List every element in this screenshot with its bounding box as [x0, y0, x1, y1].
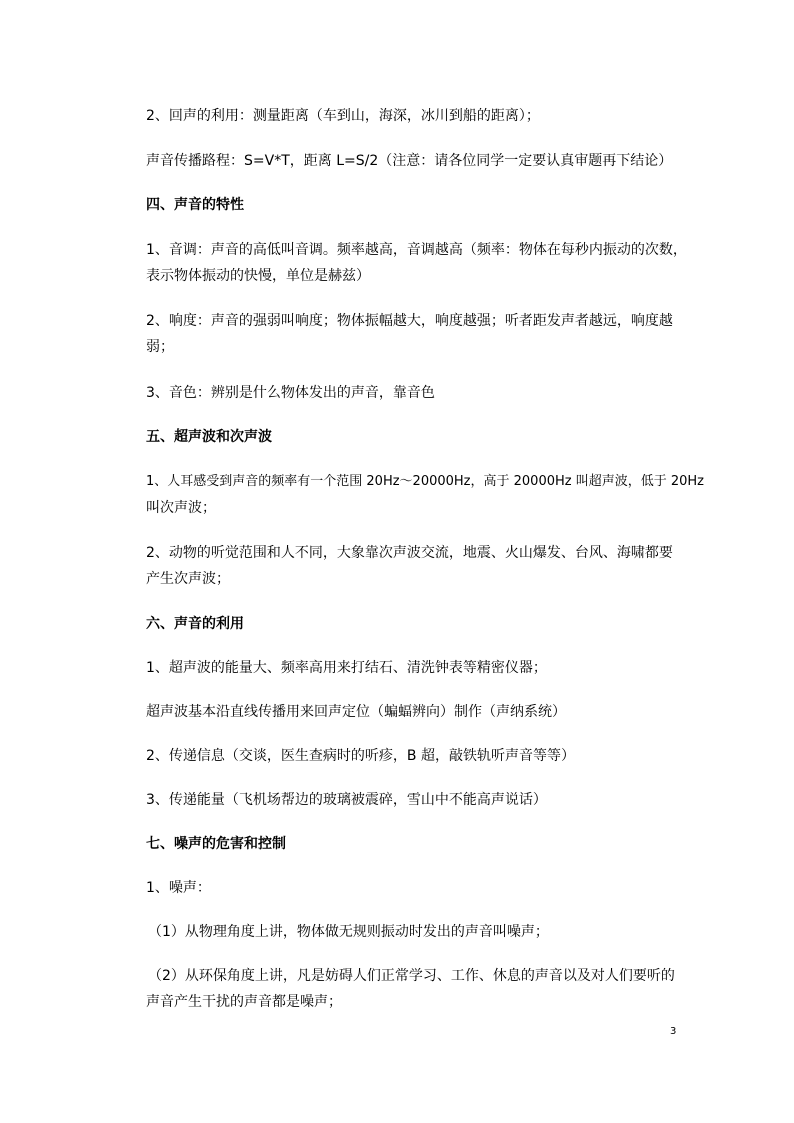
noise-environment-definition-line-2: 声音产生干扰的声音都是噪声； — [146, 994, 342, 1010]
section-heading-sound-characteristics: 四、声音的特性 — [146, 197, 244, 213]
frequency-range-line-2: 叫次声波； — [146, 500, 216, 516]
frequency-range-line-1: 1、人耳感受到声音的频率有一个范围 20Hz～20000Hz，高于 20000Hz 叫超声波，低于 20Hz — [146, 474, 704, 489]
noise-physics-definition-line: （1）从物理角度上讲，物体做无规则振动时发出的声音叫噪声； — [148, 924, 549, 940]
noise-heading-line: 1、噪声： — [146, 880, 211, 896]
information-transfer-line: 2、传递信息（交谈，医生查病时的听疹，B 超，敲铁轨听声音等等） — [146, 748, 575, 764]
energy-transfer-line: 3、传递能量（飞机场帮边的玻璃被震碎，雪山中不能高声说话） — [146, 792, 547, 808]
noise-environment-definition-line-1: （2）从环保角度上讲，凡是妨碍人们正常学习、工作、休息的声音以及对人们要听的 — [148, 968, 675, 984]
section-heading-noise: 七、噪声的危害和控制 — [146, 836, 286, 852]
timbre-line: 3、音色：辨别是什么物体发出的声音，靠音色 — [146, 385, 435, 401]
echo-use-line: 2、回声的利用：测量距离（车到山，海深，冰川到船的距离）； — [146, 108, 540, 124]
animal-hearing-line-2: 产生次声波； — [146, 571, 230, 587]
section-heading-sound-uses: 六、声音的利用 — [146, 616, 244, 632]
section-heading-ultrasonic-infrasonic: 五、超声波和次声波 — [146, 429, 272, 445]
animal-hearing-line-1: 2、动物的听觉范围和人不同，大象靠次声波交流，地震、火山爆发、台风、海啸都要 — [146, 545, 673, 561]
loudness-line-2: 弱； — [146, 339, 174, 355]
loudness-line-1: 2、响度：声音的强弱叫响度；物体振幅越大，响度越强；听者距发声者越远，响度越 — [146, 313, 673, 329]
ultrasonic-energy-line: 1、超声波的能量大、频率高用来打结石、清洗钟表等精密仪器； — [146, 660, 547, 676]
echolocation-line: 超声波基本沿直线传播用来回声定位（蝙蝠辨向）制作（声纳系统） — [146, 704, 566, 720]
pitch-line-2: 表示物体振动的快慢，单位是赫兹） — [146, 268, 370, 284]
pitch-line-1: 1、音调：声音的高低叫音调。频率越高，音调越高（频率：物体在每秒内振动的次数， — [146, 242, 687, 258]
sound-distance-formula-line: 声音传播路程：S=V*T，距离 L=S/2（注意：请各位同学一定要认真审题再下结论） — [146, 153, 673, 169]
page-number: 3 — [670, 1026, 677, 1037]
